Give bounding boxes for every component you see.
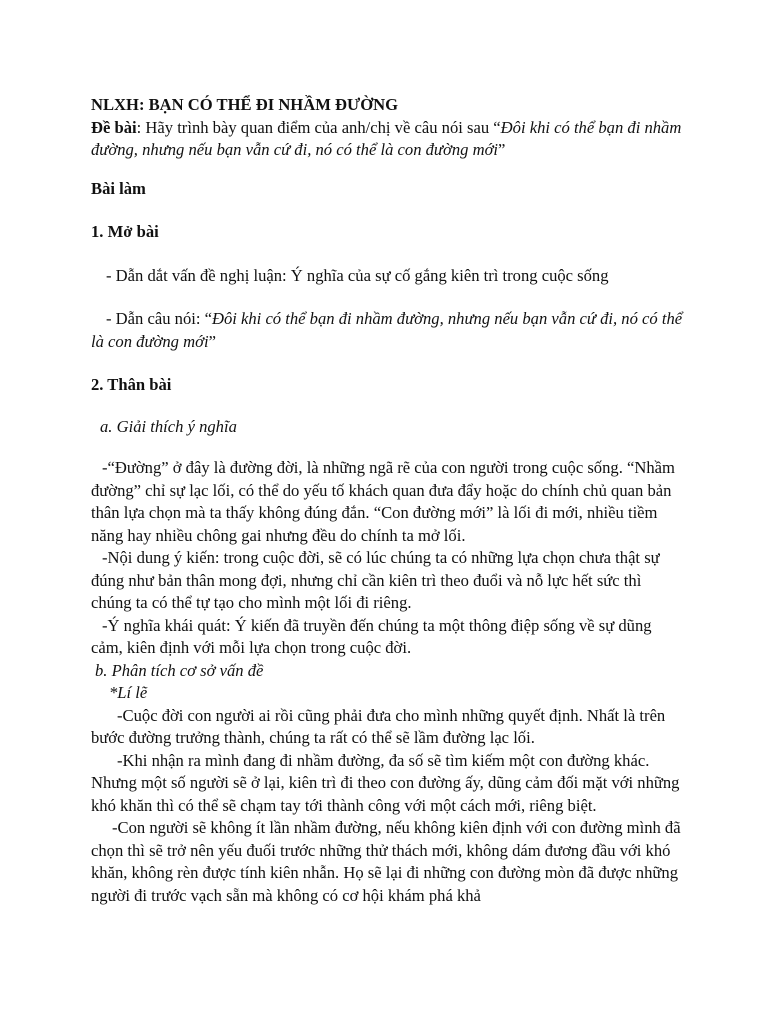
bai-lam-heading: Bài làm	[91, 178, 146, 198]
than-bai-heading: 2. Thân bài	[91, 375, 172, 394]
section-b-paragraph-1: -Cuộc đời con người ai rồi cũng phải đưa cho mình những quyết định. Nhất là trên bước đường trưởng thành, chúng ta rất có thể sẽ lầm đường lạc lối.	[91, 705, 666, 747]
li-le-heading: *Lí lẽ	[109, 683, 148, 702]
prompt-label: Đề bài	[91, 117, 137, 137]
mo-bai-line-2-quote: Đôi khi có thể bạn đi nhầm đường, nhưng nếu bạn vẫn cứ đi, nó có thể là con đường mới	[91, 309, 683, 351]
document-body	[91, 94, 685, 907]
document-title: NLXH: BẠN CÓ THỂ ĐI NHẦM ĐƯỜNG	[91, 95, 398, 114]
section-a-heading: a. Giải thích ý nghĩa	[100, 416, 237, 436]
section-a-paragraph-2: -Nội dung ý kiến: trong cuộc đời, sẽ có lúc chúng ta có những lựa chọn chưa thật sự đúng như bản thân mong đợi, nhưng chỉ cần kiên trì theo đuổi và nỗ lực hết sức thì chúng ta có thể tự tạo cho mình một lối đi riêng.	[91, 548, 660, 612]
mo-bai-line-2-close: ”	[208, 331, 216, 351]
prompt-text: : Hãy trình bày quan điểm của anh/chị về câu nói sau “	[136, 117, 501, 137]
prompt-paragraph	[91, 117, 685, 162]
mo-bai-line-1: - Dẫn dắt vấn đề nghị luận: Ý nghĩa của sự cố gắng kiên trì trong cuộc sống	[106, 265, 609, 285]
mo-bai-line-2	[91, 308, 685, 353]
section-b-paragraph-3: -Con người sẽ không ít lần nhầm đường, nếu không kiên định với con đường mình đã chọn thì sẽ trở nên yếu đuối trước những thử thách mới, không dám đương đầu với khó khăn, không rèn được tính kiên nhẫn. Họ sẽ lại đi những con đường mòn đã được những người đi trước vạch sẵn mà không có cơ hội khám phá khả	[91, 818, 681, 905]
mo-bai-line-2-prefix: - Dẫn câu nói: “	[106, 309, 212, 328]
section-a-paragraph-1: -“Đường” ở đây là đường đời, là những ngã rẽ của con người trong cuộc sống. “Nhầm đường” chỉ sự lạc lối, có thể do yếu tố khách quan đưa đẩy hoặc do chính chủ quan bản thân lựa chọn mà ta thấy không đúng đắn. “Con đường mới” là lối đi mới, nhiều tiềm năng hay nhiều chông gai nhưng đều do chính ta mở lối.	[91, 458, 675, 545]
mo-bai-heading: 1. Mở bài	[91, 222, 159, 241]
prompt-close: ”	[498, 140, 506, 159]
prompt-quote: Đôi khi có thể bạn đi nhầm đường, nhưng nếu bạn vẫn cứ đi, nó có thể là con đường mới	[91, 117, 682, 159]
section-a-paragraph-3: -Ý nghĩa khái quát: Ý kiến đã truyền đến chúng ta một thông điệp sống về sự dũng cảm, kiên định với mỗi lựa chọn trong cuộc đời.	[91, 615, 652, 657]
section-b-heading: b. Phân tích cơ sở vấn đề	[95, 660, 264, 680]
section-b-paragraph-2: -Khi nhận ra mình đang đi nhầm đường, đa số sẽ tìm kiếm một con đường khác. Nhưng một số người sẽ ở lại, kiên trì đi theo con đường ấy, dũng cảm đối mặt với những khó khăn thì có thể sẽ chạm tay tới thành công với một cách mới, riêng biệt.	[91, 750, 680, 815]
